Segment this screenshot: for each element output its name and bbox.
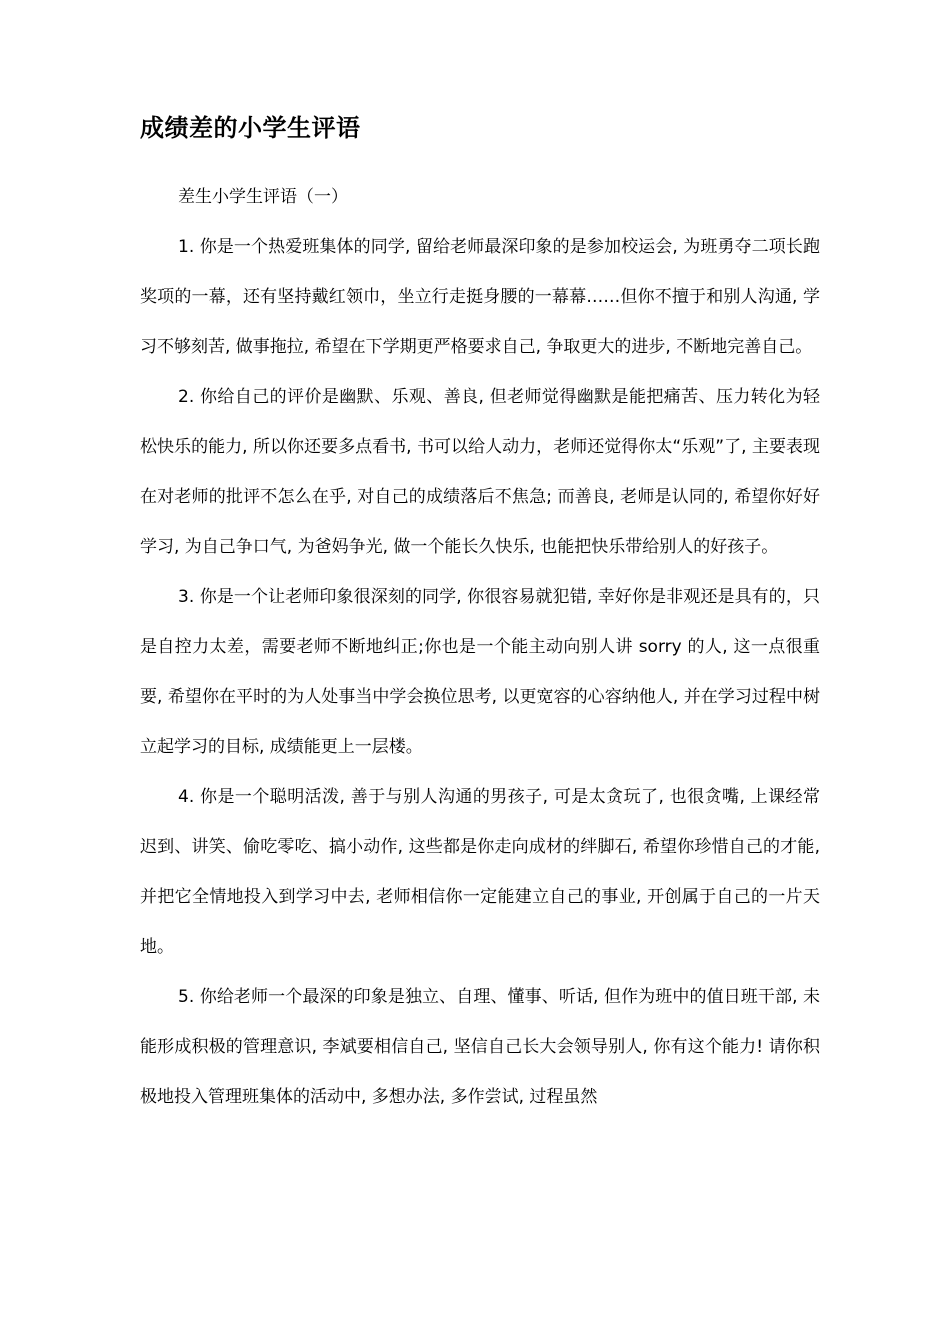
comment-paragraph-5: 5. 你给老师一个最深的印象是独立、自理、懂事、听话, 但作为班中的值日班干部, 未能形成积极的管理意识, 李斌要相信自己, 坚信自己长大会领导别人, 你有这个能力! 请你积极地投入管理班集体的活动中, 多想办法, 多作尝试, 过程虽然 <box>140 987 820 1107</box>
document-page <box>140 110 820 1122</box>
comment-paragraph-4: 4. 你是一个聪明活泼, 善于与别人沟通的男孩子, 可是太贪玩了, 也很贪嘴, 上课经常迟到、讲笑、偷吃零吃、搞小动作, 这些都是你走向成材的绊脚石, 希望你珍惜自己的才能, 并把它全情地投入到学习中去, 老师相信你一定能建立自己的事业, 开创属于自己的一片天地。 <box>140 787 820 957</box>
comment-paragraph-3: 3. 你是一个让老师印象很深刻的同学, 你很容易就犯错, 幸好你是非观还是具有的，只是自控力太差，需要老师不断地纠正;你也是一个能主动向别人讲 sorry 的人, 这一点很重要, 希望你在平时的为人处事当中学会换位思考, 以更宽容的心容纳他人, 并在学习过程中树立起学习的目标, 成绩能更上一层楼。 <box>140 587 820 757</box>
section-subtitle: 差生小学生评语（一） <box>178 187 348 207</box>
comment-paragraph-1: 1. 你是一个热爱班集体的同学, 留给老师最深印象的是参加校运会, 为班勇夺二项长跑奖项的一幕，还有坚持戴红领巾，坐立行走挺身腰的一幕幕……但你不擅于和别人沟通, 学习不够刻苦, 做事拖拉, 希望在下学期更严格要求自己, 争取更大的进步, 不断地完善自己。 <box>140 237 820 357</box>
comment-paragraph-2: 2. 你给自己的评价是幽默、乐观、善良, 但老师觉得幽默是能把痛苦、压力转化为轻松快乐的能力, 所以你还要多点看书, 书可以给人动力，老师还觉得你太“乐观”了, 主要表现在对老师的批评不怎么在乎, 对自己的成绩落后不焦急; 而善良, 老师是认同的, 希望你好好学习, 为自己争口气, 为爸妈争光, 做一个能长久快乐, 也能把快乐带给别人的好孩子。 <box>140 387 820 557</box>
document-title: 成绩差的小学生评语 <box>140 114 361 142</box>
